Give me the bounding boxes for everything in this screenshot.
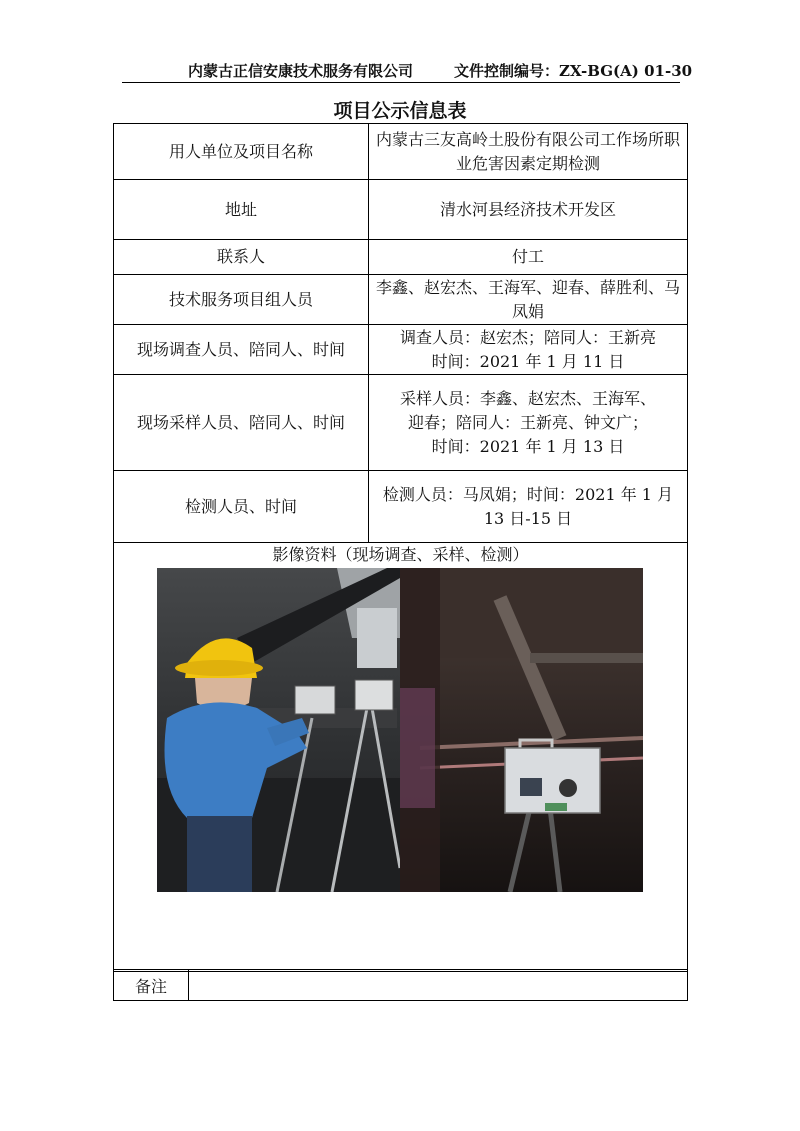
row-label-contact: 联系人 <box>114 240 369 275</box>
notes-table <box>113 969 688 1001</box>
notes-label: 备注 <box>114 970 189 1001</box>
sampling-photo <box>400 568 643 892</box>
sampling-line: 采样人员：李鑫、赵宏杰、王海军、 <box>399 388 656 408</box>
table-row <box>114 124 688 180</box>
table-row <box>114 471 688 543</box>
site-survey-illustration <box>157 568 400 892</box>
row-value-team: 李鑫、赵宏杰、王海军、迎春、薛胜利、马凤娟 <box>369 275 688 325</box>
photos-caption: 影像资料（现场调查、采样、检测） <box>272 545 529 564</box>
sampling-line: 迎春；陪同人：王新亮、钟文广； <box>407 412 648 432</box>
notes-value <box>189 970 688 1001</box>
table-row <box>114 180 688 240</box>
organization-name: 内蒙古正信安康技术服务有限公司 <box>188 62 414 80</box>
page-title: 项目公示信息表 <box>333 100 467 122</box>
row-label-survey: 现场调查人员、陪同人、时间 <box>114 325 369 375</box>
row-label-employer: 用人单位及项目名称 <box>114 124 369 180</box>
row-value-address: 清水河县经济技术开发区 <box>369 180 688 240</box>
survey-line: 时间：2021 年 1 月 11 日 <box>431 351 625 371</box>
row-value-testing: 检测人员：马凤娟；时间：2021 年 1 月 13 日-15 日 <box>369 471 688 543</box>
project-info-table <box>113 123 688 972</box>
table-row <box>114 375 688 471</box>
table-row <box>114 543 688 972</box>
photos-cell <box>114 543 688 972</box>
survey-line: 调查人员：赵宏杰；陪同人：王新亮 <box>399 327 656 347</box>
table-row <box>114 240 688 275</box>
row-value-employer: 内蒙古三友高岭土股份有限公司工作场所职业危害因素定期检测 <box>369 124 688 180</box>
table-row <box>114 275 688 325</box>
row-value-survey <box>369 325 688 375</box>
row-value-sampling <box>369 375 688 471</box>
site-survey-photo <box>157 568 400 892</box>
sampling-line: 时间：2021 年 1 月 13 日 <box>431 436 625 456</box>
row-value-contact: 付工 <box>369 240 688 275</box>
document-header <box>122 58 693 83</box>
row-label-team: 技术服务项目组人员 <box>114 275 369 325</box>
row-label-testing: 检测人员、时间 <box>114 471 369 543</box>
row-label-sampling: 现场采样人员、陪同人、时间 <box>114 375 369 471</box>
row-label-address: 地址 <box>114 180 369 240</box>
table-row <box>114 970 688 1001</box>
table-row <box>114 325 688 375</box>
sampling-illustration <box>400 568 643 892</box>
document-control-code: 文件控制编号：ZX-BG(A) 01-30 <box>454 62 693 80</box>
